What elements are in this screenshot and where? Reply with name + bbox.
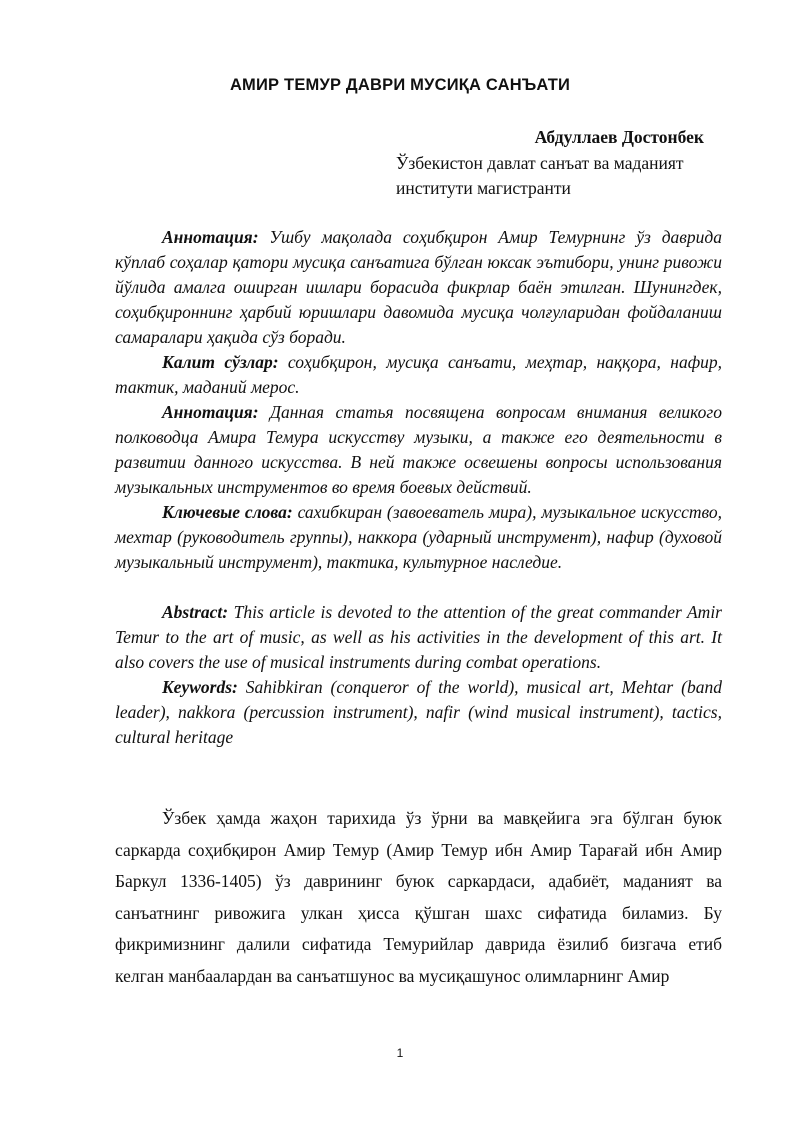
author-affiliation (396, 151, 684, 201)
en-abstract-label: Abstract: (162, 602, 229, 622)
ru-keywords (115, 500, 722, 575)
en-keywords-label: Keywords: (162, 677, 238, 697)
en-abstract (115, 600, 722, 675)
body-paragraph: Ўзбек ҳамда жаҳон тарихида ўз ўрни ва мавқейига эга бўлган буюк саркарда соҳибқирон Амир Темур (Амир Темур ибн Амир Тарағай ибн Амир Баркул 1336-1405) ўз даврининг буюк саркардаси, адабиёт, маданият ва санъатнинг ривожига улкан ҳисса қўшган шахс сифатида биламиз. Бу фикримизнинг далили сифатида Темурийлар даврида ёзилиб бизгача етиб келган манбаалардан ва санъатшунос ва мусиқашунос олимларнинг Амир (115, 808, 722, 986)
uz-keywords (115, 350, 722, 400)
affiliation-line-2: институти магистранти (396, 178, 571, 198)
affiliation-line-1: Ўзбекистон давлат санъат ва маданият (396, 153, 684, 173)
ru-abstract (115, 400, 722, 500)
uz-keywords-text: соҳибқирон, мусиқа санъати, меҳтар, наққора, нафир, тактик, маданий мерос. (115, 352, 722, 397)
ru-abstract-label: Аннотация: (162, 402, 259, 422)
en-keywords (115, 675, 722, 750)
en-abstract-text: This article is devoted to the attention of the great commander Amir Temur to the art of music, as well as his activities in the development of this art. It also covers the use of musical instruments during combat operations. (115, 602, 722, 672)
abstracts-section (115, 225, 722, 750)
ru-keywords-text: сахибкиран (завоеватель мира), музыкальное искусство, мехтар (руководитель группы), наккора (ударный инструмент), нафир (духовой музыкальный инструмент), тактика, культурное наследие. (115, 502, 723, 572)
ru-keywords-label: Ключевые слова: (162, 502, 293, 522)
main-text (115, 803, 722, 992)
article-title: АМИР ТЕМУР ДАВРИ МУСИҚА САНЪАТИ (229, 76, 571, 94)
uz-abstract-label: Аннотация: (162, 227, 259, 247)
ru-abstract-text: Данная статья посвящена вопросам внимания великого полководца Амира Темура искусству музыки, а также его деятельности в развитии данного искусства. В ней также освешены вопросы использования музыкальных инструментов во время боевых действий. (115, 402, 722, 497)
uz-abstract-text: Ушбу мақолада соҳибқирон Амир Темурнинг ўз даврида кўплаб соҳалар қатори мусиқа санъатига бўлган юксак эътибори, унинг ривожи йўлида амалга оширган ишлари борасида фикрлар баён этилган. Шунингдек, соҳибқироннинг ҳарбий юришлари давомида мусиқа чолғуларидан фойдаланиш самаралари ҳақида сўз боради. (115, 227, 722, 347)
page-number: 1 (396, 1046, 404, 1060)
author-name: Абдуллаев Достонбек (534, 127, 704, 147)
section-spacer (115, 575, 722, 600)
en-keywords-text: Sahibkiran (conqueror of the world), musical art, Mehtar (band leader), nakkora (percussion instrument), nafir (wind musical instrument), tactics, cultural heritage (115, 677, 722, 747)
uz-keywords-label: Калит сўзлар: (162, 352, 279, 372)
uz-abstract (115, 225, 722, 350)
